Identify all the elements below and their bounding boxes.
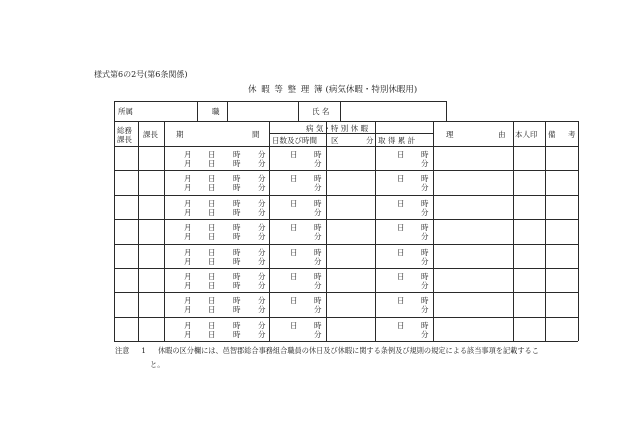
table-row-border — [114, 317, 578, 318]
day-mark: 日 — [208, 223, 216, 232]
general-manager-label: 総務 — [117, 126, 132, 135]
days-day-mark: 日 — [290, 272, 298, 281]
days-day-mark: 日 — [290, 248, 298, 257]
table-row-border — [114, 195, 578, 196]
category-label: 分 — [366, 136, 374, 145]
hour-mark: 時 — [233, 150, 241, 159]
grid-header-bottom-border — [114, 146, 578, 147]
grid-bottom-border — [114, 341, 578, 342]
day-mark: 日 — [208, 208, 216, 217]
month-mark: 月 — [184, 321, 192, 330]
general-manager-label: 課長 — [117, 135, 132, 144]
day-mark: 日 — [208, 305, 216, 314]
days-minute-mark: 分 — [314, 159, 322, 168]
cumulative-day-mark: 日 — [397, 272, 405, 281]
hour-mark: 時 — [233, 223, 241, 232]
table-row-border — [114, 219, 578, 220]
table-row-border — [114, 268, 578, 269]
minute-mark: 分 — [258, 208, 266, 217]
month-mark: 月 — [184, 232, 192, 241]
cumulative-day-mark: 日 — [397, 248, 405, 257]
grid-column-line — [114, 121, 115, 341]
header-divider — [227, 101, 228, 121]
cumulative-minute-mark: 分 — [421, 183, 429, 192]
hour-mark: 時 — [233, 257, 241, 266]
reason-label: 理 — [446, 130, 454, 139]
hour-mark: 時 — [233, 272, 241, 281]
day-mark: 日 — [208, 232, 216, 241]
header-row-right-border — [446, 101, 447, 121]
minute-mark: 分 — [258, 281, 266, 290]
cumulative-hour-mark: 時 — [421, 321, 429, 330]
day-mark: 日 — [208, 159, 216, 168]
month-mark: 月 — [184, 199, 192, 208]
grid-column-line — [375, 121, 376, 341]
days-hour-mark: 時 — [314, 199, 322, 208]
hour-mark: 時 — [233, 183, 241, 192]
cumulative-day-mark: 日 — [397, 223, 405, 232]
grid-column-line — [138, 121, 139, 341]
note-line-1 — [115, 347, 539, 354]
hour-mark: 時 — [233, 305, 241, 314]
cumulative-minute-mark: 分 — [421, 159, 429, 168]
hour-mark: 時 — [233, 208, 241, 217]
minute-mark: 分 — [258, 248, 266, 257]
minute-mark: 分 — [258, 150, 266, 159]
day-mark: 日 — [208, 199, 216, 208]
days-minute-mark: 分 — [314, 257, 322, 266]
minute-mark: 分 — [258, 321, 266, 330]
title-main: 休 暇 等 整 理 簿 — [248, 85, 324, 95]
name-label: 氏 名 — [312, 107, 330, 116]
table-row-border — [114, 292, 578, 293]
days-minute-mark: 分 — [314, 232, 322, 241]
hour-mark: 時 — [233, 248, 241, 257]
month-mark: 月 — [184, 150, 192, 159]
day-mark: 日 — [208, 272, 216, 281]
days-hour-mark: 時 — [314, 174, 322, 183]
days-minute-mark: 分 — [314, 281, 322, 290]
minute-mark: 分 — [258, 257, 266, 266]
hour-mark: 時 — [233, 321, 241, 330]
hour-mark: 時 — [233, 232, 241, 241]
cumulative-hour-mark: 時 — [421, 272, 429, 281]
form-number: 様式第6の2号(第6条関係) — [94, 70, 188, 79]
cumulative-day-mark: 日 — [397, 296, 405, 305]
days-hours-label: 日数及び時間 — [272, 136, 317, 145]
minute-mark: 分 — [258, 223, 266, 232]
days-minute-mark: 分 — [314, 305, 322, 314]
day-mark: 日 — [208, 174, 216, 183]
days-hour-mark: 時 — [314, 150, 322, 159]
days-hour-mark: 時 — [314, 296, 322, 305]
period-label: 間 — [252, 130, 260, 139]
table-row-border — [114, 170, 578, 171]
remarks-label: 考 — [568, 130, 576, 139]
hour-mark: 時 — [233, 281, 241, 290]
cumulative-minute-mark: 分 — [421, 232, 429, 241]
grid-column-line — [578, 121, 579, 341]
days-hour-mark: 時 — [314, 272, 322, 281]
header-divider — [298, 101, 299, 121]
days-minute-mark: 分 — [314, 183, 322, 192]
sick-special-leave-label: 病 気・特 別 休 暇 — [306, 124, 369, 133]
seal-label: 本人印 — [515, 130, 538, 139]
day-mark: 日 — [208, 183, 216, 192]
header-row-left-border — [114, 101, 115, 121]
cumulative-hour-mark: 時 — [421, 223, 429, 232]
cumulative-minute-mark: 分 — [421, 257, 429, 266]
header-divider — [340, 101, 341, 121]
section-chief-label: 課長 — [143, 130, 158, 139]
category-label: 区 — [331, 136, 339, 145]
day-mark: 日 — [208, 296, 216, 305]
days-minute-mark: 分 — [314, 208, 322, 217]
hour-mark: 時 — [233, 199, 241, 208]
minute-mark: 分 — [258, 183, 266, 192]
header-row-top-border — [114, 101, 447, 102]
cumulative-hour-mark: 時 — [421, 296, 429, 305]
day-mark: 日 — [208, 330, 216, 339]
cumulative-minute-mark: 分 — [421, 305, 429, 314]
grid-column-line — [269, 121, 270, 341]
cumulative-hour-mark: 時 — [421, 199, 429, 208]
days-hour-mark: 時 — [314, 248, 322, 257]
grid-column-line — [513, 121, 514, 341]
days-day-mark: 日 — [290, 174, 298, 183]
minute-mark: 分 — [258, 330, 266, 339]
cumulative-minute-mark: 分 — [421, 208, 429, 217]
day-mark: 日 — [208, 248, 216, 257]
cumulative-day-mark: 日 — [397, 321, 405, 330]
days-minute-mark: 分 — [314, 330, 322, 339]
hour-mark: 時 — [233, 174, 241, 183]
month-mark: 月 — [184, 330, 192, 339]
reason-label: 由 — [498, 130, 506, 139]
month-mark: 月 — [184, 248, 192, 257]
grid-top-border — [114, 121, 578, 122]
hour-mark: 時 — [233, 296, 241, 305]
period-label: 期 — [176, 130, 184, 139]
cumulative-hour-mark: 時 — [421, 174, 429, 183]
day-mark: 日 — [208, 281, 216, 290]
grid-column-line — [433, 121, 434, 341]
minute-mark: 分 — [258, 232, 266, 241]
table-row-border — [114, 244, 578, 245]
cumulative-minute-mark: 分 — [421, 281, 429, 290]
month-mark: 月 — [184, 223, 192, 232]
note-number: 1 — [141, 346, 146, 355]
day-mark: 日 — [208, 321, 216, 330]
month-mark: 月 — [184, 183, 192, 192]
minute-mark: 分 — [258, 159, 266, 168]
remarks-label: 備 — [548, 130, 556, 139]
cumulative-hour-mark: 時 — [421, 248, 429, 257]
note-line-2: と。 — [150, 360, 165, 369]
month-mark: 月 — [184, 305, 192, 314]
minute-mark: 分 — [258, 174, 266, 183]
cumulative-hour-mark: 時 — [421, 150, 429, 159]
minute-mark: 分 — [258, 272, 266, 281]
days-hour-mark: 時 — [314, 321, 322, 330]
month-mark: 月 — [184, 159, 192, 168]
month-mark: 月 — [184, 174, 192, 183]
days-day-mark: 日 — [290, 321, 298, 330]
position-label: 職 — [212, 107, 220, 116]
cumulative-minute-mark: 分 — [421, 330, 429, 339]
minute-mark: 分 — [258, 296, 266, 305]
grid-column-line — [326, 121, 327, 341]
month-mark: 月 — [184, 281, 192, 290]
day-mark: 日 — [208, 257, 216, 266]
note-label: 注意 — [115, 346, 130, 355]
days-day-mark: 日 — [290, 223, 298, 232]
days-day-mark: 日 — [290, 150, 298, 159]
hour-mark: 時 — [233, 330, 241, 339]
month-mark: 月 — [184, 272, 192, 281]
days-day-mark: 日 — [290, 199, 298, 208]
day-mark: 日 — [208, 150, 216, 159]
subheader-divider — [269, 133, 433, 134]
cumulative-label: 取 得 累 計 — [378, 136, 416, 145]
cumulative-day-mark: 日 — [397, 150, 405, 159]
affiliation-label: 所属 — [118, 107, 133, 116]
days-hour-mark: 時 — [314, 223, 322, 232]
month-mark: 月 — [184, 257, 192, 266]
minute-mark: 分 — [258, 199, 266, 208]
note-text: 休暇の区分欄には、邑智郡総合事務組合職員の休日及び休暇に関する条例及び規則の規定による該当事項を記載するこ — [157, 346, 539, 355]
hour-mark: 時 — [233, 159, 241, 168]
grid-column-line — [164, 121, 165, 341]
month-mark: 月 — [184, 296, 192, 305]
cumulative-day-mark: 日 — [397, 199, 405, 208]
title-subtitle: (病気休暇・特別休暇用) — [325, 85, 418, 95]
grid-column-line — [545, 121, 546, 341]
minute-mark: 分 — [258, 305, 266, 314]
month-mark: 月 — [184, 208, 192, 217]
days-day-mark: 日 — [290, 296, 298, 305]
header-divider — [197, 101, 198, 121]
cumulative-day-mark: 日 — [397, 174, 405, 183]
